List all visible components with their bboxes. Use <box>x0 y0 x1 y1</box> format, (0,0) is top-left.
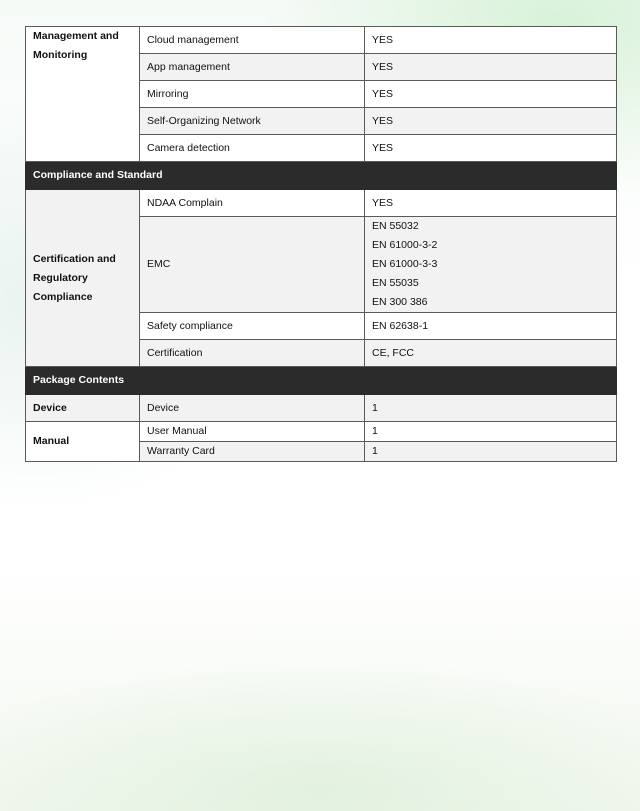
spec-name: Warranty Card <box>140 442 365 462</box>
spec-value: CE, FCC <box>365 340 617 367</box>
group-label-certification: Certification and Regulatory Compliance <box>26 190 140 367</box>
spec-name: NDAA Complain <box>140 190 365 217</box>
spec-value: 1 <box>365 422 617 442</box>
spec-value: EN 62638-1 <box>365 313 617 340</box>
emc-standard: EN 61000-3-2 <box>372 239 438 251</box>
group-label-device: Device <box>26 395 140 422</box>
spec-value: 1 <box>365 442 617 462</box>
section-header-package: Package Contents <box>26 367 617 395</box>
spec-name: EMC <box>140 217 365 313</box>
spec-name: Mirroring <box>140 81 365 108</box>
spec-value: 1 <box>365 395 617 422</box>
spec-name: Safety compliance <box>140 313 365 340</box>
spec-value: YES <box>365 27 617 54</box>
spec-name: Camera detection <box>140 135 365 162</box>
emc-standard: EN 55032 <box>372 220 419 232</box>
section-header-compliance: Compliance and Standard <box>26 162 617 190</box>
spec-name: Cloud management <box>140 27 365 54</box>
spec-name: Certification <box>140 340 365 367</box>
spec-name: User Manual <box>140 422 365 442</box>
spec-value: YES <box>365 108 617 135</box>
emc-standard: EN 61000-3-3 <box>372 258 438 270</box>
spec-value: YES <box>365 135 617 162</box>
spec-value: YES <box>365 190 617 217</box>
spec-value: YES <box>365 81 617 108</box>
emc-standard: EN 55035 <box>372 277 419 289</box>
spec-name: Device <box>140 395 365 422</box>
group-label-manual: Manual <box>26 422 140 462</box>
emc-standard: EN 300 386 <box>372 296 428 308</box>
spec-value: YES <box>365 54 617 81</box>
spec-value-emc <box>365 217 617 313</box>
spec-name: Self-Organizing Network <box>140 108 365 135</box>
spec-table <box>25 26 617 462</box>
group-label-management: Management and Monitoring <box>26 27 140 162</box>
spec-name: App management <box>140 54 365 81</box>
